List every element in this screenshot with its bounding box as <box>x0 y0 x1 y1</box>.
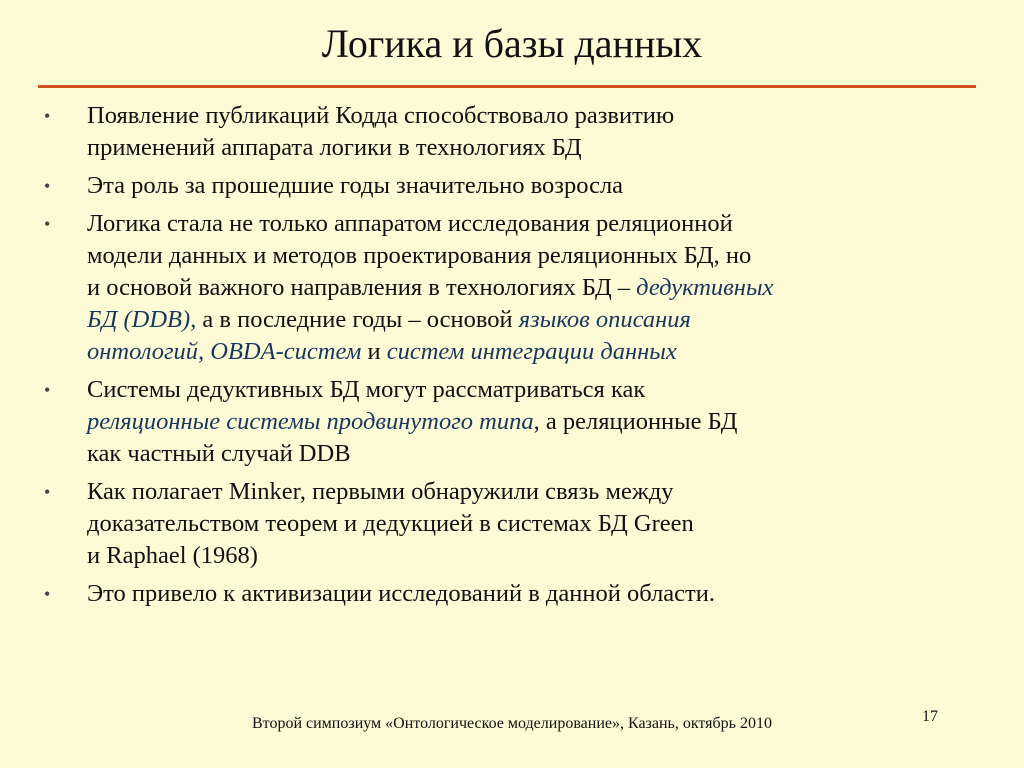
bullet-text: Системы дедуктивных БД могут рассматриваться как <box>87 376 646 403</box>
emphasis-text: онтологий, OBDA-систем <box>87 338 362 365</box>
bullet-dot-icon: • <box>44 214 51 234</box>
bullet-text: Эта роль за прошедшие годы значительно возросла <box>87 172 624 199</box>
emphasis-text: дедуктивных <box>636 274 774 301</box>
slide-footer: Второй симпозиум «Онтологическое моделирование», Казань, октябрь 2010 <box>252 715 772 732</box>
bullet-text: и основой важного направления в технологиях БД – <box>87 274 637 301</box>
emphasis-text: реляционные системы продвинутого типа <box>87 408 534 435</box>
bullet-text: и <box>361 338 387 365</box>
bullet-line <box>87 304 990 336</box>
bullet-line <box>87 272 990 304</box>
bullet-text: Появление публикаций Кодда способствовало развитию <box>87 102 675 129</box>
bullet-line <box>87 132 990 164</box>
title-divider <box>38 85 976 88</box>
bullet-line <box>87 336 990 368</box>
bullet-item <box>40 578 990 610</box>
bullet-text: Это привело к активизации исследований в данной области. <box>87 580 715 607</box>
bullet-text: а в последние годы – основой <box>196 306 519 333</box>
bullet-dot-icon: • <box>44 482 51 502</box>
bullet-text: как частный случай DDB <box>87 440 351 467</box>
bullet-text: применений аппарата логики в технологиях БД <box>87 134 582 161</box>
bullet-line <box>87 208 990 240</box>
bullet-item <box>40 170 990 202</box>
emphasis-text: БД (DDB), <box>87 306 197 333</box>
slide-title: Логика и базы данных <box>321 21 703 66</box>
bullet-text: Логика стала не только аппаратом исследования реляционной <box>87 210 733 237</box>
bullet-line <box>87 438 990 470</box>
bullet-line <box>87 578 990 610</box>
bullet-text: Как полагает Minker, первыми обнаружили связь между <box>87 478 674 505</box>
bullet-line <box>87 240 990 272</box>
bullet-text: доказательством теорем и дедукцией в системах БД Green <box>87 510 694 537</box>
emphasis-text: систем интеграции данных <box>386 338 677 365</box>
bullet-line <box>87 540 990 572</box>
bullet-item <box>40 100 990 164</box>
bullet-list <box>40 100 990 616</box>
bullet-item <box>40 476 990 572</box>
bullet-text: модели данных и методов проектирования реляционных БД, но <box>87 242 752 269</box>
bullet-text: и Raphael (1968) <box>87 542 258 569</box>
bullet-dot-icon: • <box>44 106 51 126</box>
bullet-line <box>87 100 990 132</box>
bullet-item <box>40 374 990 470</box>
bullet-text: , а реляционные БД <box>533 408 738 435</box>
emphasis-text: языков описания <box>518 306 691 333</box>
bullet-dot-icon: • <box>44 176 51 196</box>
bullet-line <box>87 476 990 508</box>
page-number: 17 <box>922 708 938 725</box>
bullet-dot-icon: • <box>44 380 51 400</box>
bullet-item <box>40 208 990 368</box>
bullet-line <box>87 508 990 540</box>
bullet-line <box>87 170 990 202</box>
bullet-dot-icon: • <box>44 584 51 604</box>
bullet-line <box>87 374 990 406</box>
bullet-line <box>87 406 990 438</box>
